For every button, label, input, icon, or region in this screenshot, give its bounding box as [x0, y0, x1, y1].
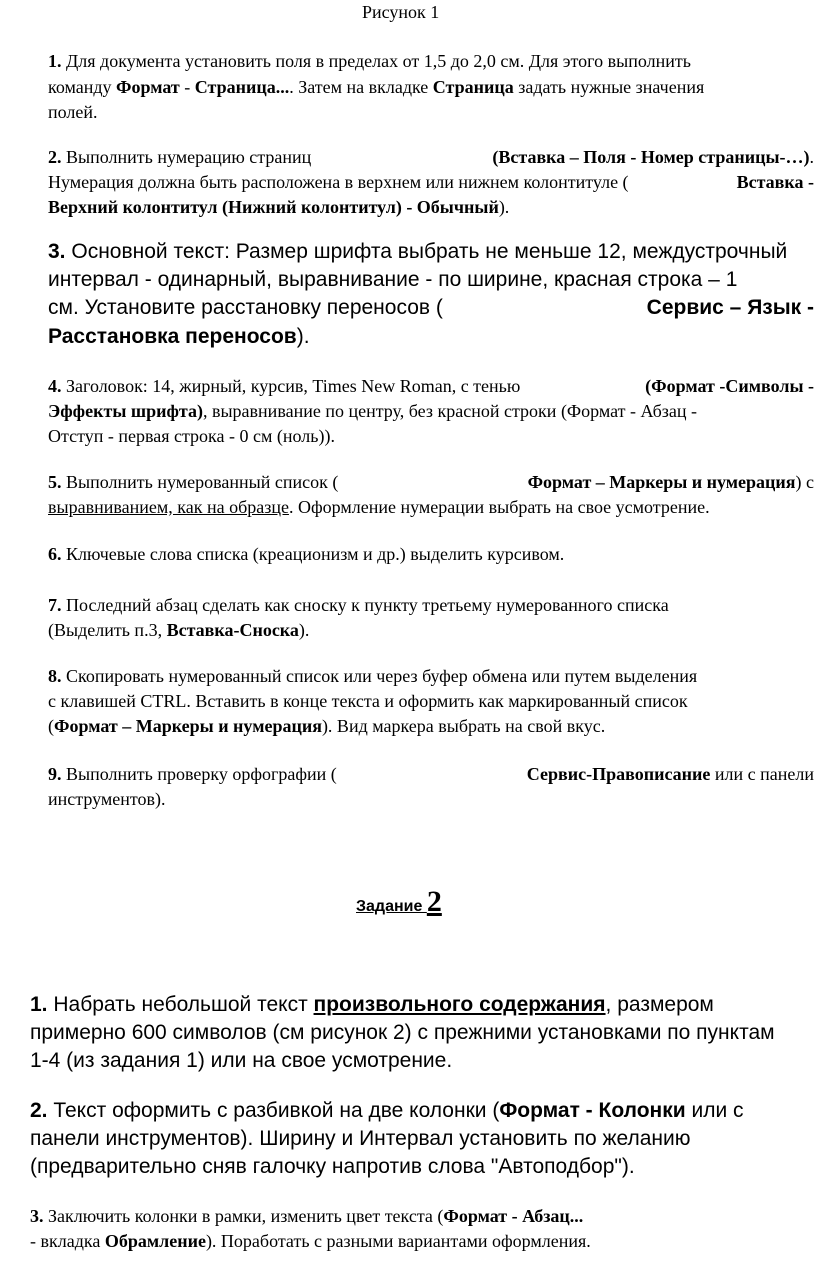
- item-number: 8.: [48, 666, 62, 686]
- bold-run: Формат: [116, 77, 180, 97]
- text-run: Выполнить проверку орфографии (: [66, 764, 337, 784]
- bold-run: (Формат -Символы -: [645, 376, 814, 396]
- bold-run: Страница...: [194, 77, 290, 97]
- item-number: 4.: [48, 376, 62, 396]
- item-number: 7.: [48, 595, 62, 615]
- p3-line-4: [48, 325, 310, 349]
- text-run: команду: [48, 77, 117, 97]
- text-run: . Затем на вкладке: [289, 77, 433, 97]
- bold-run: (Вставка – Поля - Номер страницы-…): [492, 147, 810, 167]
- p8-line-1: [48, 666, 814, 687]
- p4-line-2: [48, 401, 814, 422]
- bold-run: Верхний колонтитул (Нижний колонтитул) - Обычный: [48, 197, 499, 217]
- text-run: - вкладка: [30, 1231, 105, 1251]
- text-run: или с: [685, 1099, 744, 1122]
- p5-line-2: [48, 497, 814, 518]
- p4-line-3: Отступ - первая строка - 0 см (ноль)).: [48, 426, 335, 446]
- text-run: Выполнить нумерованный список (: [66, 472, 339, 492]
- text-run: -: [179, 77, 195, 97]
- p1-line-2: [48, 77, 814, 98]
- task-heading-label: Задание: [356, 898, 427, 915]
- item-number: 3.: [30, 1206, 44, 1226]
- bold-run: Вставка -: [736, 172, 814, 192]
- text-run: Текст оформить с разбивкой на две колонки (: [53, 1099, 500, 1122]
- bold-run: Расстановка переносов: [48, 325, 297, 348]
- item-number: 2.: [48, 147, 62, 167]
- t2-line-1: [30, 1099, 770, 1123]
- text-run: см. Установите расстановку переносов (: [48, 296, 443, 319]
- text-run: Ключевые слова списка (креационизм и др.) выделить курсивом.: [66, 544, 565, 564]
- item-number: 1.: [30, 993, 48, 1016]
- text-run: Заголовок: 14, жирный, курсив, Times New Roman, с тенью: [66, 376, 521, 396]
- bold-run: Вставка-Сноска: [166, 620, 299, 640]
- item-number: 1.: [48, 51, 62, 71]
- text-run: (Выделить п.3,: [48, 620, 167, 640]
- p9-line-1: [48, 764, 814, 785]
- p3-line-1: [48, 240, 814, 264]
- bold-run: Эффекты шрифта): [48, 401, 203, 421]
- t3-line-1: [30, 1206, 583, 1227]
- t3-line-2: [30, 1231, 591, 1252]
- p3-line-2: интервал - одинарный, выравнивание - по ширине, красная строка – 1: [48, 268, 738, 291]
- text-run: ).: [498, 197, 510, 217]
- item-number: 9.: [48, 764, 62, 784]
- text-run: Заключить колонки в рамки, изменить цвет текста (: [48, 1206, 444, 1226]
- text-run: Скопировать нумерованный список или через буфер обмена или путем выделения: [66, 666, 698, 686]
- bold-run: Обрамление: [104, 1231, 206, 1251]
- p6-line-1: [48, 544, 564, 565]
- p1-line-1: [48, 51, 814, 72]
- text-run: Последний абзац сделать как сноску к пункту третьему нумерованного списка: [66, 595, 669, 615]
- item-number: 5.: [48, 472, 62, 492]
- item-number: 3.: [48, 240, 66, 263]
- t2-line-3: (предварительно сняв галочку напротив слова "Автоподбор").: [30, 1155, 635, 1178]
- p7-line-1: [48, 595, 814, 616]
- task-heading-number: 2: [426, 885, 442, 918]
- t1-line-2: примерно 600 символов (см рисунок 2) с прежними установками по пунктам: [30, 1021, 775, 1044]
- text-run: ) с: [795, 472, 814, 492]
- bold-run: Формат - Колонки: [499, 1099, 686, 1122]
- text-run: . Оформление нумерации выбрать на свое усмотрение.: [288, 497, 710, 517]
- underlined-bold-run: произвольного содержания: [313, 993, 606, 1016]
- text-run: или с панели: [710, 764, 814, 784]
- bold-run: Сервис – Язык -: [646, 296, 814, 319]
- figure-caption: Рисунок 1: [362, 2, 440, 22]
- p4-line-1: [48, 376, 814, 397]
- item-number: 2.: [30, 1099, 48, 1122]
- p8-line-2: с клавишей CTRL. Вставить в конце текста и оформить как маркированный список: [48, 691, 688, 711]
- text-run: .: [809, 147, 814, 167]
- bold-run: Страница: [432, 77, 514, 97]
- p2-line-1: [48, 147, 814, 168]
- bold-run: Формат - Абзац...: [443, 1206, 584, 1226]
- text-run: , выравнивание по центру, без красной строки (Формат - Абзац -: [202, 401, 698, 421]
- p9-line-2: инструментов).: [48, 789, 166, 809]
- item-number: 6.: [48, 544, 62, 564]
- text-run: ). Поработать с разными вариантами оформления.: [205, 1231, 591, 1251]
- bold-run: Сервис-Правописание: [526, 764, 711, 784]
- text-run: , размером: [605, 993, 714, 1016]
- t1-line-1: [30, 993, 714, 1017]
- text-run: ).: [296, 325, 310, 348]
- t2-line-2: панели инструментов). Ширину и Интервал установить по желанию: [30, 1127, 691, 1150]
- bold-run: Формат – Маркеры и нумерация: [527, 472, 796, 492]
- t1-line-3: 1-4 (из задания 1) или на свое усмотрение.: [30, 1049, 453, 1072]
- text-run: задать нужные значения: [513, 77, 705, 97]
- bold-run: Формат – Маркеры и нумерация: [54, 716, 322, 736]
- text-run: Основной текст: Размер шрифта выбрать не меньше 12, междустрочный: [71, 240, 788, 263]
- underlined-run: выравниванием, как на образце: [48, 497, 289, 517]
- text-run: ). Вид маркера выбрать на свой вкус.: [321, 716, 606, 736]
- text-run: Выполнить нумерацию страниц: [66, 147, 312, 167]
- p3-line-3: [48, 296, 814, 320]
- p5-line-1: [48, 472, 814, 493]
- task-2-heading: [356, 885, 442, 919]
- p7-line-2: [48, 620, 309, 641]
- text-run: Для документа установить поля в пределах от 1,5 до 2,0 см. Для этого выполнить: [66, 51, 691, 71]
- text-run: Нумерация должна быть расположена в верхнем или нижнем колонтитуле (: [48, 172, 629, 192]
- text-run: Набрать небольшой текст: [53, 993, 314, 1016]
- p2-line-2: [48, 172, 814, 193]
- p2-line-3: [48, 197, 509, 218]
- p8-line-3: [48, 716, 605, 737]
- p1-line-3: полей.: [48, 102, 98, 122]
- text-run: ).: [298, 620, 310, 640]
- text-run: (: [48, 716, 54, 736]
